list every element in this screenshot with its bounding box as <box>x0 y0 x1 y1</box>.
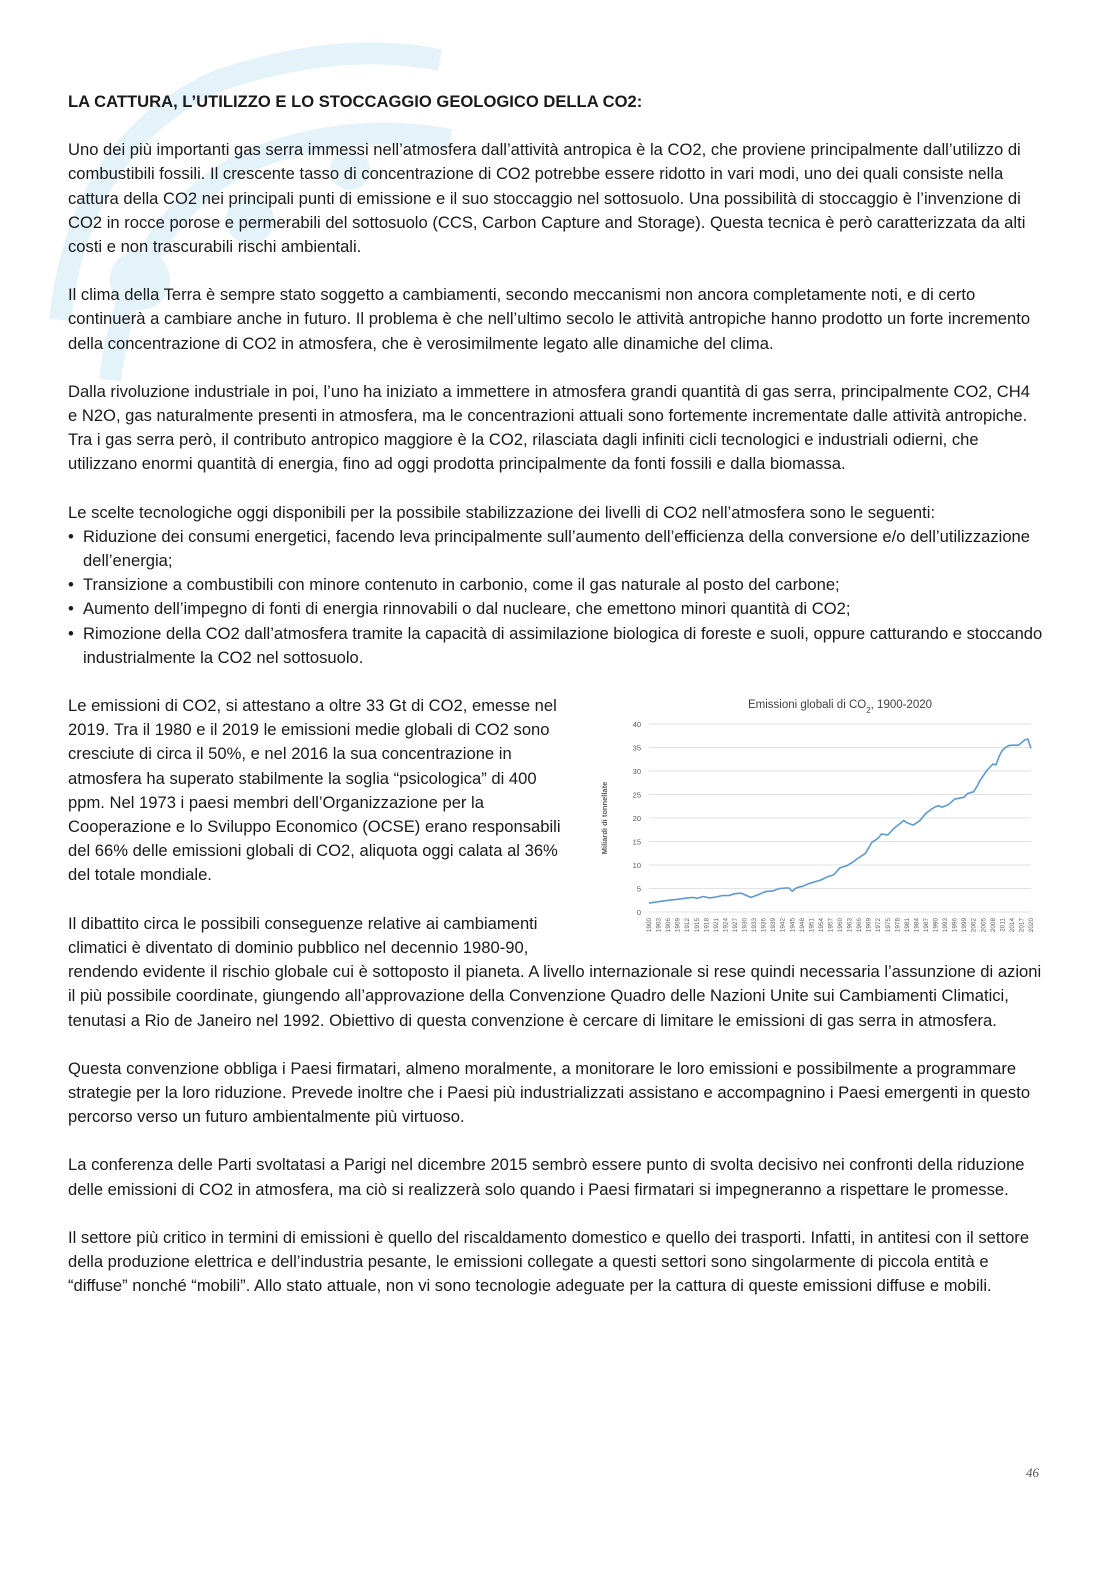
x-tick-label: 1918 <box>703 918 711 933</box>
x-tick-label: 1993 <box>942 918 950 933</box>
x-tick-label: 1936 <box>760 918 768 933</box>
x-tick-label: 1948 <box>798 918 806 933</box>
page-number: 46 <box>1026 1465 1039 1480</box>
x-tick-label: 2020 <box>1028 918 1035 933</box>
x-tick-label: 1906 <box>665 918 673 933</box>
x-tick-label: 1969 <box>865 918 873 933</box>
x-tick-label: 1996 <box>951 918 959 933</box>
paragraph-6: Il dibattito circa le possibili conseguenze relative ai cambiamenti climatici è diventato di dominio pubblico nel decennio 1980-90, rendendo evidente il rischio globale cui è sottoposto il pianeta. A livello internazionale si rese quindi necessaria l’assunzione di azioni il più possibile coordinate, giungendo all’approvazione della Convenzione Quadro delle Nazioni Unite sui Cambiamenti Climatici, tenutasi a Rio de Janeiro nel 1992. Obiettivo di questa convenzione è cercare di limitare le emissioni di gas serra in atmosfera. <box>68 913 1042 1030</box>
bullet-list <box>68 525 1043 670</box>
y-tick-label: 30 <box>632 767 641 777</box>
y-axis-label: Miliardi di tonnellate <box>600 781 609 855</box>
emissions-chart <box>591 694 1043 944</box>
x-tick-label: 1966 <box>856 918 864 933</box>
paragraph-4: Le scelte tecnologiche oggi disponibili per la possibile stabilizzazione dei livelli di CO2 nell’atmosfera sono le seguenti: <box>68 502 936 522</box>
bullet-item: • Rimozione della CO2 dall’atmosfera tramite la capacità di assimilazione biologica di foreste e suoli, oppure catturando e stoccando industrialmente la CO2 nel sottosuolo. <box>68 622 1043 670</box>
paragraph-2: Il clima della Terra è sempre stato soggetto a cambiamenti, secondo meccanismi non ancora completamente noti, e di certo continuerà a cambiare anche in futuro. Il problema è che nell’ultimo secolo le attività antropiche hanno prodotto un forte incremento della concentrazione di CO2 in atmosfera, che è verosimilmente legato alle dinamiche del clima. <box>68 285 1031 353</box>
emissions-chart-svg <box>591 694 1043 944</box>
x-tick-label: 1975 <box>884 918 892 933</box>
x-tick-label: 1942 <box>779 918 787 933</box>
x-tick-label: 1984 <box>913 918 921 933</box>
x-tick-label: 1963 <box>846 918 854 933</box>
chart-title: Emissioni globali di $CO_2$, 1900-2020 <box>747 699 933 715</box>
x-tick-label: 1912 <box>684 918 692 933</box>
x-tick-label: 1960 <box>837 918 844 933</box>
x-tick-label: 2014 <box>1008 918 1016 933</box>
x-tick-label: 1903 <box>655 918 663 933</box>
y-tick-label: 40 <box>632 720 641 730</box>
y-tick-label: 15 <box>632 837 641 847</box>
x-tick-label: 1945 <box>789 918 797 933</box>
x-tick-label: 2008 <box>989 918 997 933</box>
x-tick-label: 1909 <box>674 918 682 933</box>
bullet-item: • Riduzione dei consumi energetici, facendo leva principalmente sull’aumento dell’efficienza della conversione e/o dell’utilizzazione dell’energia; <box>68 525 1043 573</box>
document-title: LA CATTURA, L’UTILIZZO E LO STOCCAGGIO GEOLOGICO DELLA CO2: <box>68 92 643 111</box>
bullet-item: • Aumento dell’impegno di fonti di energia rinnovabili o dal nucleare, che emettono minori quantità di CO2; <box>68 597 1043 621</box>
x-tick-label: 1954 <box>817 918 825 933</box>
x-tick-label: 1972 <box>875 918 883 933</box>
x-tick-label: 1900 <box>646 918 653 933</box>
x-tick-label: 1990 <box>932 918 940 933</box>
paragraph-1: Uno dei più importanti gas serra immessi nell’atmosfera dall’attività antropica è la CO2, che proviene principalmente dall’utilizzo di combustibili fossili. Il crescente tasso di concentrazione di CO2 potrebbe essere ridotto in vari modi, uno dei quali consiste nella cattura della CO2 nei principali punti di emissione e il suo stoccaggio nel sottosuolo. Una possibilità di stoccaggio è l’invenzione di CO2 in rocce porose e permerabili del sottosuolo (CCS, Carbon Capture and Storage). Questa tecnica è però caratterizzata da alti costi e non trascurabili rischi ambientali. <box>68 140 1026 257</box>
bullet-item: • Transizione a combustibili con minore contenuto in carbonio, come il gas naturale al posto del carbone; <box>68 573 1043 597</box>
paragraph-3: Dalla rivoluzione industriale in poi, l’uno ha iniziato a immettere in atmosfera grandi quantità di gas serra, principalmente CO2, CH4 e N2O, gas naturalmente presenti in atmosfera, ma le concentrazioni attuali sono fortemente incrementate dalle attività antropiche. Tra i gas serra però, il contributo antropico maggiore è la CO2, rilasciata dagli infiniti cicli tecnologici e industriali odierni, che utilizzano enormi quantità di energia, fino ad oggi prodotta principalmente da fonti fossili e dalla biomassa. <box>68 381 1030 474</box>
x-tick-label: 2017 <box>1018 918 1026 933</box>
x-tick-label: 1927 <box>731 918 739 933</box>
x-tick-label: 1957 <box>827 918 835 933</box>
y-tick-label: 25 <box>632 790 641 800</box>
y-tick-label: 10 <box>632 861 641 871</box>
x-tick-label: 1939 <box>770 918 778 933</box>
y-tick-label: 0 <box>636 908 641 918</box>
series-line <box>649 739 1031 903</box>
paragraph-9: Il settore più critico in termini di emissioni è quello del riscaldamento domestico e quello dei trasporti. Infatti, in antitesi con il settore della produzione elettrica e dell’industria pesante, le emissioni collegate a questi settori sono singolarmente di piccola entità e “diffuse” nonché “mobili”. Allo stato attuale, non vi sono tecnologie adeguate per la cattura di queste emissioni diffuse e mobili. <box>68 1227 1030 1296</box>
x-tick-label: 2002 <box>970 918 978 933</box>
paragraph-7: Questa convenzione obbliga i Paesi firmatari, almeno moralmente, a monitorare le loro emissioni e possibilmente a programmare strategie per la loro riduzione. Prevede inoltre che i Paesi più industrializzati assistano e accompagnino i Paesi emergenti in questo percorso verso un futuro ambientalmente più virtuoso. <box>68 1058 1031 1127</box>
x-tick-label: 1921 <box>712 918 720 933</box>
y-tick-label: 35 <box>632 743 641 753</box>
document-body <box>68 90 1043 1322</box>
paragraph-8: La conferenza delle Parti svoltatasi a Parigi nel dicembre 2015 sembrò essere punto di svolta decisivo nei confronti della riduzione delle emissioni di CO2 in atmosfera, ma ciò si realizzerà solo quando i Paesi firmatari si impegneranno a rispettare le promesse. <box>68 1155 1025 1199</box>
x-tick-label: 2011 <box>999 918 1007 932</box>
x-tick-label: 1933 <box>751 918 759 933</box>
x-tick-label: 2005 <box>980 918 988 933</box>
x-tick-label: 1978 <box>894 918 902 933</box>
y-tick-label: 20 <box>632 814 641 824</box>
x-tick-label: 1987 <box>922 918 930 933</box>
x-tick-label: 1915 <box>693 918 701 933</box>
y-tick-label: 5 <box>636 884 641 894</box>
x-tick-label: 1930 <box>741 918 749 933</box>
x-tick-label: 1951 <box>808 918 816 933</box>
x-tick-label: 1999 <box>961 918 969 933</box>
x-tick-label: 1924 <box>722 918 730 933</box>
paragraph-5: Le emissioni di CO2, si attestano a oltre 33 Gt di CO2, emesse nel 2019. Tra il 1980 e il 2019 le emissioni medie globali di CO2 sono cresciute di circa il 50%, e nel 2016 la sua concentrazione in atmosfera ha superato stabilmente la soglia “psicologica” di 400 ppm. Nel 1973 i paesi membri dell’Organizzazione per la Cooperazione e lo Sviluppo Economico (OCSE) erano responsabili del 66% delle emissioni globali di CO2, aliquota oggi calata al 36% del totale mondiale. <box>68 696 561 885</box>
x-tick-label: 1981 <box>903 918 911 933</box>
